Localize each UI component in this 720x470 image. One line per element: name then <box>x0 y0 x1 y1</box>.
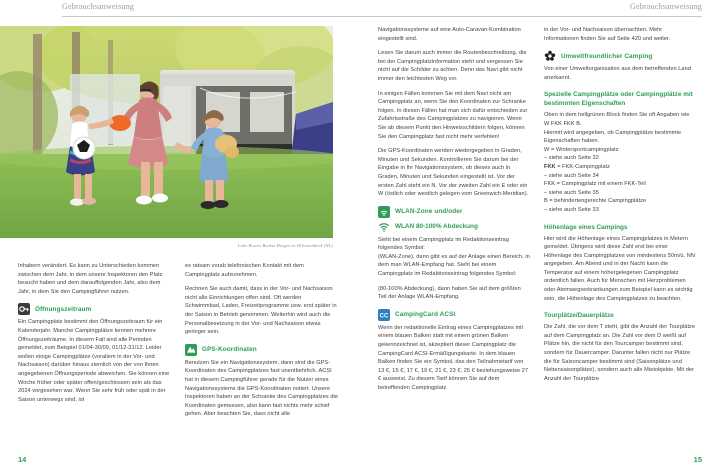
column-2 <box>185 262 338 425</box>
heading-oeffnungszeitraum-label: Öffnungszeitraum <box>35 305 92 313</box>
column-1 <box>18 262 171 425</box>
legend-row-fkk <box>544 180 696 189</box>
feature-legend <box>544 146 696 215</box>
c3-continuation: Navigationssysteme auf eine Auto-Caravan-Kombination eingestellt sind. <box>378 27 521 42</box>
c3-campingcard-body: Wenn der redaktionelle Eintrag eines Campingplatzes mit einem blauen Balken statt mit einem grünen Balken gekennzeichnet ist, akzeptiert dieser Campingplatz die CampingCard ACSI-Ermäßigungskarte. In dem blauen Balken finden Sie ein Symbol, das den Teilnahmetarif von 13 €, 15 €, 17 €, 19 €, 21 €, 23 €, 25 € beziehungsweise 27 € ausweist. Zu diesem Tarif können Sie auf dem betreffenden Campingplatz <box>378 324 529 391</box>
legend-see-b: – siehe auch Seite 33 <box>544 206 599 213</box>
legend-row-b <box>544 197 696 206</box>
legend-def-fkk-bold: = FKK-Campingplatz <box>557 163 610 170</box>
legend-see-fkk-bold: – siehe auch Seite 34 <box>544 172 599 179</box>
heading-umweltfreundlicher-camping <box>544 50 696 62</box>
page-number-right: 15 <box>693 455 702 464</box>
column-3 <box>378 26 530 446</box>
running-head-right: Gebrauchsanweisung <box>629 2 702 11</box>
page-number-left: 14 <box>18 455 27 464</box>
svg-text:CC: CC <box>379 313 389 320</box>
heading-wlan-zone-label: WLAN-Zone und/oder <box>395 208 463 216</box>
heading-campingcard-acsi <box>378 309 530 321</box>
wifi-coverage-icon <box>378 221 390 233</box>
heading-gps-label: GPS-Koordinaten <box>202 346 257 354</box>
legend-row-w <box>544 146 696 155</box>
map-marker-icon <box>185 344 197 356</box>
header-rule-left <box>62 16 360 17</box>
heading-spezielle-campingplaetze: Spezielle Campingplätze oder Campingplätze mit bestimmten Eigenschaften <box>544 91 693 108</box>
legend-def-fkk: = Campingplatz mit einem FKK-Teil <box>556 181 646 188</box>
flower-icon <box>544 50 556 62</box>
right-page <box>360 0 720 470</box>
legend-term-b: B <box>544 198 548 205</box>
family-camping-photo <box>0 26 333 238</box>
c4-umwelt-body: Von einer Umweltorganisation aus dem betreffenden Land anerkannt. <box>544 66 691 81</box>
legend-def-w: = Wintersportcampingplatz <box>550 146 619 153</box>
heading-oeffnungszeitraum <box>18 303 171 315</box>
heading-campingcard-label: CampingCard ACSI <box>395 311 456 319</box>
c3-paragraph-4: Die GPS-Koordinaten werden wiedergegeben in Graden, Minuten und Sekunden. Kontrollieren Sie darum bei der Eingabe in Ihr Navigationssystem, ob dieses auch in Graden, Minuten und Sekunden eingestellt ist. Vor der ersten Zahl steht ein N. Vor der zweiten Zahl ein E oder ein W (östlich oder westlich gelegen vom Greenwich-Meridian). <box>378 148 529 198</box>
c3-paragraph-3: In einigen Fällen kommen Sie mit dem Navi nicht am Campingplatz an, wenn Sie den Koordinaten zur Schranke folgen. In diesen Fällen hat man sich dafür entschieden zur Zufahrtsstraße des Campingplatzes zu navigieren. Wenn Sie ab diesem Punkt den Hinweisschildern folgen, können Sie den Campingplatz fast nicht mehr verfehlen! <box>378 90 528 140</box>
legend-term-fkk-bold: FKK <box>544 163 556 170</box>
heading-wlan-coverage-label: WLAN 80-100% Abdeckung <box>395 223 478 231</box>
c3-wlan-body-c: (80-100% Abdeckung), dann haben Sie auf dem größten Teil der Anlage WLAN-Empfang. <box>378 285 521 301</box>
key-icon <box>18 303 30 315</box>
c2-continuation: es ratsam vorab telefonischen Kontakt mit dem Campingplatz aufzunehmen. <box>185 263 304 278</box>
legend-see-fkk: – siehe auch Seite 35 <box>544 189 599 196</box>
legend-row-fkk-bold <box>544 163 696 172</box>
heading-hoehenlage: Höhenlage eines Campings <box>544 223 628 231</box>
c3-wlan-body-b: (WLAN-Zone), dann gibt es auf der Anlage einen Bereich, in dem man WLAN-Empfang hat. Sieht bei einem Campingplatz im Redaktionseintrag folgendes Symbol: <box>378 253 530 278</box>
legend-term-fkk: FKK <box>544 181 556 188</box>
photo-caption: Lake Resort Beekse Bergen in Hilvarenbeek (NL) <box>237 243 333 248</box>
heading-wlan-coverage <box>378 221 530 233</box>
header-rule-right <box>360 16 702 17</box>
c4-spezielle-body-2: Hiermit wird angegeben, ob Campingplätze bestimmte Eigenschaften haben. <box>544 129 682 145</box>
legend-def-b: = behindertengerechte Campingplätze <box>549 198 647 205</box>
column-4 <box>544 26 696 446</box>
c2-gps-body: Benutzen Sie ein Navigationssystem, dann sind die GPS-Koordinaten des Campingplatzes fast unentbehrlich. ACSI hat in diesem Campingführer gerade für die Nutzer eines Navigationssystems die GPS-Koordinaten notiert. Unsere Inspektoren haben an der Schranke des Campingplatzes die Koordinaten gemessen, also kann fast nichts mehr schief gehen. Aber beachten Sie, dass nicht alle <box>185 359 338 418</box>
c1-oeffnung-body: Ein Campingplatz bestimmt den Öffnungszeitraum für ein Kalenderjahr. Manche Campingplätze kennen mehrere Öffnungszeiträume. In diesem Fall sind alle Perioden gemeldet, zum Beispiel 01/04-30/09, 01/12-31/12. Leider wollen einige Campingplätze (vorallem in der Vor- und Nachsaison) darüber hinaus ziemlich von der von Ihnen angegebenen Öffnungsperiode abweichen. Sie können eine Woche früher oder später offen/geschlossen sein als das 2024 vorgesehen war. Wenn Sie sehr früh oder spät in der Saison unterwegs sind, ist <box>18 319 170 403</box>
running-head-left: Gebrauchsanweisung <box>62 2 135 11</box>
heading-wlan-zone <box>378 206 530 218</box>
c2-paragraph-2: Rechnen Sie auch damit, dass in der Vor- und Nachsaison nicht alle Einrichtungen offen sind. Oft werden Schwimmbad, Laden, Freizeitprogramme usw. erst später in der Saison in Betrieb genommen. Weiterhin wird auch die Personalbesetzung in der Vor- und Nachsaison etwas geringer sein. <box>185 286 337 336</box>
wifi-zone-icon <box>378 206 390 218</box>
c3-wlan-body-a: Sieht bei einem Campingplatz im Redaktionseintrag folgendes Symbol: <box>378 236 509 252</box>
c4-hoehe-body: Hier wird die Höhenlage eines Campingplatzes in Metern gemeldet. Übrigens wird diese Zahl erst bei einer Höhenlage des Campingplatzes von mindestens 50m/ü. NN angegeben. Am Abend und in der Nacht kann die Temperatur auf einem höhergelegenen Campingplatz ordentlich fallen. Auch für Menschen mit Herzproblemen oder Atemwegserkrankungen zum Beispiel kann es wichtig sein, die Höhenlage des Campingplatzes zu beachten. <box>544 235 695 302</box>
c3-paragraph-2: Lesen Sie darum auch immer die Routenbeschreibung, die bei der Campingplatzinformation steht und vergessen Sie nicht auf die Schilder zu achten. Denn das Navi gibt nicht immer den leichtesten Weg vor. <box>378 50 527 82</box>
c1-intro: Inhabern verändert. Es kann zu Unterschieden kommen zwischen dem Jahr, in dem unsere Inspektoren den Platz besucht haben und dem darauffolgenden Jahr, also dem Jahr, in dem Sie den Campingführer nutzen. <box>18 263 163 295</box>
c4-tour-body: Die Zahl, die vor dem T steht, gibt die Anzahl der Tourplätze auf dem Campingplatz an. Die Zahl vor dem D weißt auf Plätze hin, die nicht für den Tourcamper bestimmt sind, sondern für Dauercamper. Darunter fallen nicht nur Plätze die für Saisoncamper bestimmt sind (Saisonplätze und Nebensaisonplätze), sondern auch alle Mietobjekte. Mit der Anzahl der Tourplätze <box>544 324 696 382</box>
legend-term-w: W <box>544 146 550 153</box>
c4-spezielle-body-1: Oben in dem hellgrünen Block finden Sie oft Angaben wie W FKK FKK B. <box>544 112 690 127</box>
c4-continuation: in der Vor- und Nachsaison übernachten. Mehr Informationen finden Sie auf Seite 420 und weiter. <box>544 27 671 42</box>
heading-tourplaetze: Tourplätze/Dauerplätze <box>544 312 614 320</box>
photo-illustration <box>0 26 333 238</box>
legend-see-w: – siehe auch Seite 32 <box>544 155 599 162</box>
heading-gps-koordinaten <box>185 344 338 356</box>
campingcard-icon <box>378 309 390 321</box>
left-page-columns <box>18 262 342 425</box>
heading-umwelt-label: Umweltfreundlicher Camping <box>561 52 653 60</box>
right-page-columns <box>378 26 702 446</box>
